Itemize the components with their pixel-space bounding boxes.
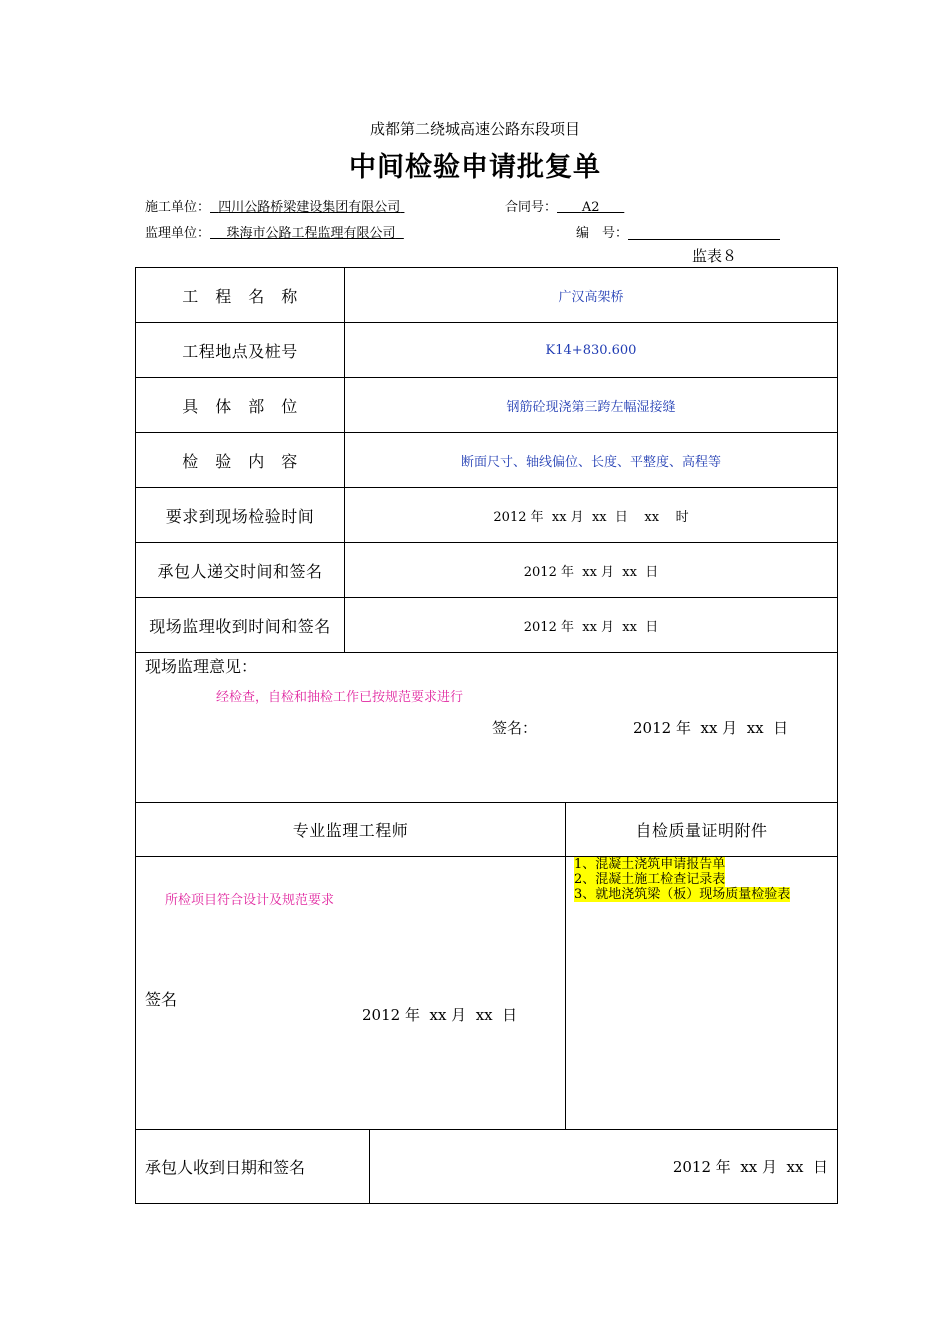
page-title: 中间检验申请批复单 xyxy=(349,152,601,183)
row-label: 现场监理收到时间和签名 xyxy=(136,598,345,653)
row-label: 要求到现场检验时间 xyxy=(136,488,345,543)
serial-line xyxy=(576,222,780,241)
row-label: 工 程 名 称 xyxy=(136,268,345,323)
opinion-cell xyxy=(136,653,838,803)
opinion-text: 经检查，自检和抽检工作已按规范要求进行 xyxy=(216,690,464,705)
supervisor-label: 监理单位： xyxy=(145,226,211,241)
inspection-form-table xyxy=(135,267,838,1204)
opinion-label: 现场监理意见： xyxy=(145,657,258,676)
section-header-row xyxy=(136,803,838,857)
row-value: 2012 年 xx 月 xx 日 xyxy=(345,598,838,653)
contractor-line xyxy=(145,196,404,215)
list-item: 1、混凝土浇筑申请报告单 xyxy=(574,857,726,872)
opinion-sign-label: 签名： xyxy=(492,719,538,737)
engineer-text: 所检项目符合设计及规范要求 xyxy=(165,893,335,908)
engineer-header: 专业监理工程师 xyxy=(136,803,566,857)
list-item: 3、就地浇筑梁（板）现场质量检验表 xyxy=(574,887,791,902)
table-row xyxy=(136,488,838,543)
row-value: 广汉高架桥 xyxy=(345,268,838,323)
contract-no-label: 合同号： xyxy=(505,200,558,215)
row-value: 2012 年 xx 月 xx 日 xyxy=(345,543,838,598)
receipt-row xyxy=(136,1130,838,1204)
attachments-list xyxy=(574,857,790,902)
project-name: 成都第二绕城高速公路东段项目 xyxy=(369,120,580,138)
contractor-label: 施工单位： xyxy=(145,200,211,215)
row-label: 检 验 内 容 xyxy=(136,433,345,488)
engineer-date: 2012 年 xx 月 xx 日 xyxy=(362,1006,518,1024)
row-label: 承包人递交时间和签名 xyxy=(136,543,345,598)
row-value: 2012 年 xx 月 xx 日 xx 时 xyxy=(345,488,838,543)
table-row xyxy=(136,433,838,488)
attachments-cell xyxy=(566,857,838,1130)
row-value: K14+830.600 xyxy=(345,323,838,378)
table-row xyxy=(136,543,838,598)
serial-blank xyxy=(628,226,780,240)
opinion-row xyxy=(136,653,838,803)
supervisor-line xyxy=(145,222,404,241)
table-row xyxy=(136,323,838,378)
list-item: 2、混凝土施工检查记录表 xyxy=(574,872,726,887)
table-row xyxy=(136,268,838,323)
engineer-sign-label: 签名 xyxy=(145,990,178,1009)
contract-no-line xyxy=(505,196,624,215)
receipt-date: 2012 年 xx 月 xx 日 xyxy=(370,1130,838,1204)
table-row xyxy=(136,598,838,653)
receipt-label: 承包人收到日期和签名 xyxy=(145,1158,306,1177)
attachments-header: 自检质量证明附件 xyxy=(566,803,838,857)
row-value: 钢筋砼现浇第三跨左幅湿接缝 xyxy=(345,378,838,433)
engineer-cell xyxy=(136,857,566,1130)
supervisor-value: 珠海市公路工程监理有限公司 xyxy=(226,226,396,241)
opinion-date: 2012 年 xx 月 xx 日 xyxy=(633,719,789,737)
contractor-value: 四川公路桥梁建设集团有限公司 xyxy=(218,200,401,215)
row-label: 工程地点及桩号 xyxy=(136,323,345,378)
serial-label: 编 号： xyxy=(576,226,629,241)
row-value: 断面尺寸、轴线偏位、长度、平整度、高程等 xyxy=(345,433,838,488)
row-label: 具 体 部 位 xyxy=(136,378,345,433)
table-row xyxy=(136,378,838,433)
engineer-row xyxy=(136,857,838,1130)
contract-no-value: A2 xyxy=(581,200,600,215)
receipt-label-cell xyxy=(136,1130,370,1204)
form-number: 监表８ xyxy=(692,247,738,265)
